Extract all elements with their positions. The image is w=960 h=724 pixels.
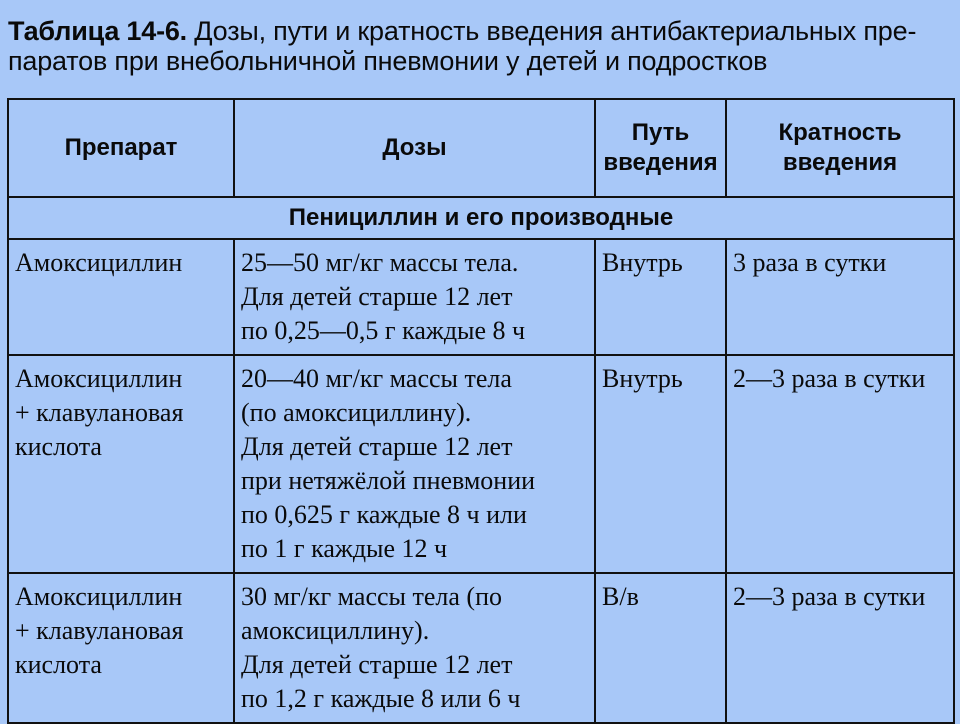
route-cell: Внутрь — [595, 355, 726, 573]
header-drug: Препарат — [8, 99, 234, 197]
table-row — [8, 239, 954, 355]
drug-cell: Амоксициллин — [8, 239, 234, 355]
drug-cell: Амоксициллин + клавулановая кислота — [8, 355, 234, 573]
drug-cell: Амоксициллин + клавулановая кислота — [8, 573, 234, 723]
header-frequency: Кратность введения — [726, 99, 954, 197]
caption-line-2: паратов при внебольничной пневмонии у детей и подростков — [8, 46, 768, 76]
dose-cell: 20—40 мг/кг массы тела (по амоксициллину). Для детей старше 12 лет при нетяжёлой пневмонии по 0,625 г каждые 8 ч или по 1 г каждые 12 ч — [234, 355, 595, 573]
route-cell: Внутрь — [595, 239, 726, 355]
frequency-cell: 2—3 раза в сутки — [726, 573, 954, 723]
dose-cell: 30 мг/кг массы тела (по амоксициллину). Для детей старше 12 лет по 1,2 г каждые 8 или 6 ч — [234, 573, 595, 723]
caption-text-1: Дозы, пути и кратность введения антибактериальных пре- — [186, 16, 917, 46]
dose-cell: 25—50 мг/кг массы тела. Для детей старше 12 лет по 0,25—0,5 г каждые 8 ч — [234, 239, 595, 355]
caption-line-1 — [8, 16, 952, 46]
table-row — [8, 573, 954, 723]
table-caption — [8, 16, 952, 76]
header-dose: Дозы — [234, 99, 595, 197]
header-row — [8, 99, 954, 197]
antibacterial-doses-table — [7, 98, 955, 724]
group-title: Пенициллин и его производные — [8, 197, 954, 239]
table-row — [8, 355, 954, 573]
frequency-cell: 2—3 раза в сутки — [726, 355, 954, 573]
route-cell: В/в — [595, 573, 726, 723]
header-route: Путь введения — [595, 99, 726, 197]
frequency-cell: 3 раза в сутки — [726, 239, 954, 355]
group-row — [8, 197, 954, 239]
caption-label: Таблица 14-6. — [8, 16, 187, 46]
